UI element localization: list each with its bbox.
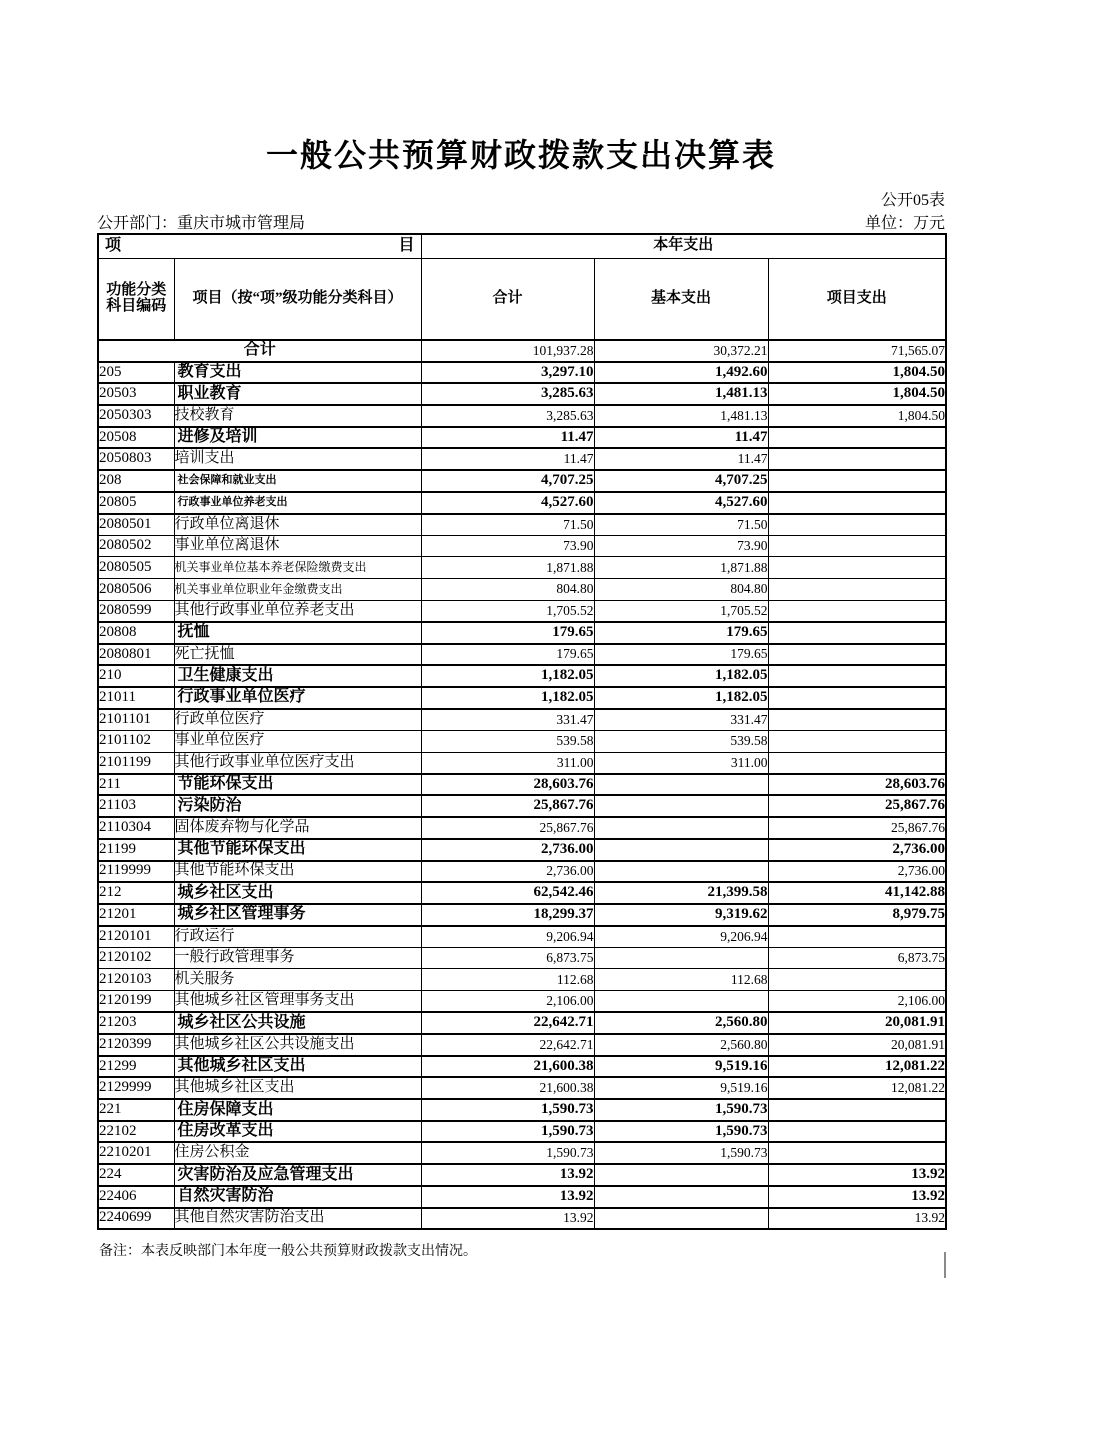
- name-cell: 城乡社区公共设施: [174, 1012, 421, 1034]
- total-cell: 71.50: [421, 514, 594, 536]
- total-cell: 804.80: [421, 579, 594, 601]
- code-cell: 208: [98, 470, 174, 492]
- table-row: [98, 600, 946, 622]
- name-cell: 其他节能环保支出: [174, 839, 421, 861]
- project-cell: [768, 427, 946, 449]
- table-row: [98, 514, 946, 536]
- project-cell: [768, 1121, 946, 1143]
- total-cell: 6,873.75: [421, 947, 594, 969]
- table-row: [98, 492, 946, 514]
- name-cell: 其他城乡社区支出: [174, 1056, 421, 1078]
- name-cell: 节能环保支出: [174, 774, 421, 796]
- total-cell: 1,590.73: [421, 1142, 594, 1164]
- footer-note: 备注：本表反映部门本年度一般公共预算财政拨款支出情况。: [99, 1244, 477, 1259]
- total-cell: 18,299.37: [421, 904, 594, 926]
- project-cell: [768, 752, 946, 774]
- basic-cell: 9,319.62: [594, 904, 768, 926]
- basic-cell: [594, 861, 768, 883]
- header-item-right: 目: [398, 236, 415, 254]
- basic-cell: 73.90: [594, 535, 768, 557]
- scan-artifact-line: [944, 1252, 946, 1278]
- table-row: [98, 1077, 946, 1099]
- table-row: [98, 622, 946, 644]
- code-cell: 21199: [98, 839, 174, 861]
- table-body: [98, 340, 946, 1229]
- total-cell: 21,600.38: [421, 1077, 594, 1099]
- sheet-label: 公开05表: [880, 192, 945, 209]
- project-cell: [768, 557, 946, 579]
- total-cell: 22,642.71: [421, 1034, 594, 1056]
- project-cell: 12,081.22: [768, 1056, 946, 1078]
- project-cell: 8,979.75: [768, 904, 946, 926]
- total-total-cell: 101,937.28: [421, 340, 594, 362]
- total-cell: 11.47: [421, 427, 594, 449]
- code-cell: 22406: [98, 1186, 174, 1208]
- project-cell: [768, 926, 946, 948]
- total-cell: 13.92: [421, 1208, 594, 1230]
- project-cell: 20,081.91: [768, 1034, 946, 1056]
- table-row: [98, 991, 946, 1013]
- code-cell: 2120199: [98, 991, 174, 1013]
- name-cell: 其他自然灾害防治支出: [174, 1208, 421, 1230]
- name-cell: 其他行政事业单位养老支出: [174, 600, 421, 622]
- total-cell: 28,603.76: [421, 774, 594, 796]
- project-cell: 41,142.88: [768, 882, 946, 904]
- code-cell: 21299: [98, 1056, 174, 1078]
- name-cell: 事业单位医疗: [174, 730, 421, 752]
- basic-cell: 71.50: [594, 514, 768, 536]
- total-cell: 331.47: [421, 709, 594, 731]
- project-cell: [768, 687, 946, 709]
- code-cell: 2120103: [98, 969, 174, 991]
- code-cell: 211: [98, 774, 174, 796]
- basic-cell: [594, 991, 768, 1013]
- table-row: [98, 665, 946, 687]
- total-cell: 3,285.63: [421, 405, 594, 427]
- total-cell: 4,527.60: [421, 492, 594, 514]
- header-col-total: 合计: [421, 258, 594, 340]
- project-cell: 13.92: [768, 1186, 946, 1208]
- header-item-left: 项: [105, 236, 122, 254]
- project-cell: [768, 514, 946, 536]
- code-cell: 2080501: [98, 514, 174, 536]
- project-cell: 28,603.76: [768, 774, 946, 796]
- basic-cell: 112.68: [594, 969, 768, 991]
- table-row: [98, 1164, 946, 1186]
- basic-cell: 2,560.80: [594, 1034, 768, 1056]
- total-cell: 1,590.73: [421, 1121, 594, 1143]
- table-row: [98, 1142, 946, 1164]
- basic-cell: 21,399.58: [594, 882, 768, 904]
- table-row: [98, 709, 946, 731]
- table-row: [98, 926, 946, 948]
- project-cell: [768, 622, 946, 644]
- name-cell: 其他行政事业单位医疗支出: [174, 752, 421, 774]
- table-row: [98, 817, 946, 839]
- code-cell: 2080506: [98, 579, 174, 601]
- code-cell: 21203: [98, 1012, 174, 1034]
- project-cell: [768, 969, 946, 991]
- project-cell: 1,804.50: [768, 383, 946, 405]
- table-row: [98, 861, 946, 883]
- name-cell: 行政单位离退休: [174, 514, 421, 536]
- project-cell: 13.92: [768, 1208, 946, 1230]
- header-col-project: 项目支出: [768, 258, 946, 340]
- total-cell: 311.00: [421, 752, 594, 774]
- project-cell: 12,081.22: [768, 1077, 946, 1099]
- total-cell: 2,106.00: [421, 991, 594, 1013]
- project-cell: [768, 709, 946, 731]
- table-row: [98, 839, 946, 861]
- total-cell: 1,182.05: [421, 665, 594, 687]
- basic-cell: 804.80: [594, 579, 768, 601]
- project-cell: 25,867.76: [768, 817, 946, 839]
- basic-cell: 9,206.94: [594, 926, 768, 948]
- name-cell: 机关事业单位职业年金缴费支出: [174, 579, 421, 601]
- code-cell: 2129999: [98, 1077, 174, 1099]
- total-cell: 2,736.00: [421, 861, 594, 883]
- name-cell: 其他节能环保支出: [174, 861, 421, 883]
- name-cell: 技校教育: [174, 405, 421, 427]
- basic-cell: 1,590.73: [594, 1121, 768, 1143]
- code-cell: 20808: [98, 622, 174, 644]
- table-row: [98, 1012, 946, 1034]
- name-cell: 城乡社区管理事务: [174, 904, 421, 926]
- total-cell: 3,297.10: [421, 362, 594, 384]
- code-cell: 2050303: [98, 405, 174, 427]
- name-cell: 机关服务: [174, 969, 421, 991]
- project-cell: [768, 1142, 946, 1164]
- basic-cell: 9,519.16: [594, 1077, 768, 1099]
- basic-cell: 4,527.60: [594, 492, 768, 514]
- header-row-group: [98, 234, 946, 258]
- basic-cell: 331.47: [594, 709, 768, 731]
- project-cell: 2,106.00: [768, 991, 946, 1013]
- basic-cell: 2,560.80: [594, 1012, 768, 1034]
- total-cell: 22,642.71: [421, 1012, 594, 1034]
- table-row: [98, 1099, 946, 1121]
- table-header: [98, 234, 946, 340]
- total-cell: 21,600.38: [421, 1056, 594, 1078]
- unit-label: 单位：万元: [864, 215, 945, 232]
- basic-cell: 4,707.25: [594, 470, 768, 492]
- project-cell: 1,804.50: [768, 405, 946, 427]
- code-cell: 2101199: [98, 752, 174, 774]
- table-row: [98, 752, 946, 774]
- table-row: [98, 557, 946, 579]
- basic-cell: 1,705.52: [594, 600, 768, 622]
- project-cell: [768, 492, 946, 514]
- name-cell: 自然灾害防治: [174, 1186, 421, 1208]
- name-cell: 社会保障和就业支出: [174, 470, 421, 492]
- name-cell: 住房改革支出: [174, 1121, 421, 1143]
- name-cell: 行政运行: [174, 926, 421, 948]
- table-row: [98, 470, 946, 492]
- total-cell: 2,736.00: [421, 839, 594, 861]
- name-cell: 一般行政管理事务: [174, 947, 421, 969]
- code-cell: 2080599: [98, 600, 174, 622]
- table-row: [98, 1208, 946, 1230]
- table-row: [98, 427, 946, 449]
- table-row: [98, 579, 946, 601]
- basic-cell: 9,519.16: [594, 1056, 768, 1078]
- table-row: [98, 1186, 946, 1208]
- header-col-item: 项目（按“项”级功能分类科目）: [174, 258, 421, 340]
- name-cell: 住房公积金: [174, 1142, 421, 1164]
- code-cell: 2240699: [98, 1208, 174, 1230]
- project-cell: [768, 448, 946, 470]
- total-row: [98, 340, 946, 362]
- name-cell: 事业单位离退休: [174, 535, 421, 557]
- basic-cell: 1,590.73: [594, 1142, 768, 1164]
- code-cell: 221: [98, 1099, 174, 1121]
- total-basic-cell: 30,372.21: [594, 340, 768, 362]
- code-cell: 2120102: [98, 947, 174, 969]
- table-row: [98, 1034, 946, 1056]
- total-cell: 1,705.52: [421, 600, 594, 622]
- project-cell: [768, 579, 946, 601]
- code-cell: 2050803: [98, 448, 174, 470]
- total-cell: 3,285.63: [421, 383, 594, 405]
- name-cell: 灾害防治及应急管理支出: [174, 1164, 421, 1186]
- total-cell: 9,206.94: [421, 926, 594, 948]
- name-cell: 进修及培训: [174, 427, 421, 449]
- table-row: [98, 1121, 946, 1143]
- expenditure-table: [97, 233, 947, 1230]
- basic-cell: [594, 795, 768, 817]
- header-year-expense: 本年支出: [421, 234, 946, 258]
- code-cell: 21011: [98, 687, 174, 709]
- table-row: [98, 448, 946, 470]
- basic-cell: 539.58: [594, 730, 768, 752]
- project-cell: 25,867.76: [768, 795, 946, 817]
- code-cell: 2110304: [98, 817, 174, 839]
- total-cell: 4,707.25: [421, 470, 594, 492]
- name-cell: 行政事业单位养老支出: [174, 492, 421, 514]
- page-title: 一般公共预算财政拨款支出决算表: [265, 137, 776, 173]
- code-cell: 21103: [98, 795, 174, 817]
- project-cell: 13.92: [768, 1164, 946, 1186]
- code-cell: 212: [98, 882, 174, 904]
- table-row: [98, 947, 946, 969]
- basic-cell: 11.47: [594, 448, 768, 470]
- basic-cell: [594, 817, 768, 839]
- basic-cell: 1,481.13: [594, 405, 768, 427]
- project-cell: [768, 1099, 946, 1121]
- total-cell: 179.65: [421, 644, 594, 666]
- basic-cell: [594, 1164, 768, 1186]
- table-row: [98, 383, 946, 405]
- code-cell: 20508: [98, 427, 174, 449]
- table-row: [98, 405, 946, 427]
- code-cell: 2120101: [98, 926, 174, 948]
- total-cell: 539.58: [421, 730, 594, 752]
- header-item-group: [98, 234, 421, 258]
- project-cell: [768, 600, 946, 622]
- name-cell: 其他城乡社区公共设施支出: [174, 1034, 421, 1056]
- basic-cell: 179.65: [594, 644, 768, 666]
- basic-cell: [594, 1208, 768, 1230]
- table-row: [98, 687, 946, 709]
- name-cell: 固体废弃物与化学品: [174, 817, 421, 839]
- total-cell: 11.47: [421, 448, 594, 470]
- header-col-code: 功能分类科目编码: [98, 258, 174, 340]
- name-cell: 职业教育: [174, 383, 421, 405]
- total-project-cell: 71,565.07: [768, 340, 946, 362]
- code-cell: 2101101: [98, 709, 174, 731]
- name-cell: 抚恤: [174, 622, 421, 644]
- basic-cell: [594, 774, 768, 796]
- basic-cell: [594, 1186, 768, 1208]
- basic-cell: 1,590.73: [594, 1099, 768, 1121]
- project-cell: [768, 730, 946, 752]
- project-cell: 20,081.91: [768, 1012, 946, 1034]
- header-row-columns: [98, 258, 946, 340]
- code-cell: 2080505: [98, 557, 174, 579]
- table-row: [98, 644, 946, 666]
- code-cell: 20805: [98, 492, 174, 514]
- total-cell: 13.92: [421, 1164, 594, 1186]
- table-row: [98, 1056, 946, 1078]
- project-cell: [768, 535, 946, 557]
- table-row: [98, 362, 946, 384]
- total-cell: 25,867.76: [421, 817, 594, 839]
- table-row: [98, 730, 946, 752]
- table-row: [98, 904, 946, 926]
- total-label-cell: 合计: [98, 340, 421, 362]
- name-cell: 培训支出: [174, 448, 421, 470]
- code-cell: 22102: [98, 1121, 174, 1143]
- name-cell: 卫生健康支出: [174, 665, 421, 687]
- basic-cell: 1,182.05: [594, 687, 768, 709]
- table-row: [98, 535, 946, 557]
- basic-cell: 1,871.88: [594, 557, 768, 579]
- code-cell: 210: [98, 665, 174, 687]
- department-label: 公开部门：重庆市城市管理局: [97, 215, 306, 232]
- basic-cell: [594, 839, 768, 861]
- name-cell: 教育支出: [174, 362, 421, 384]
- name-cell: 机关事业单位基本养老保险缴费支出: [174, 557, 421, 579]
- table-row: [98, 774, 946, 796]
- header-col-basic: 基本支出: [594, 258, 768, 340]
- basic-cell: 1,481.13: [594, 383, 768, 405]
- basic-cell: 179.65: [594, 622, 768, 644]
- name-cell: 住房保障支出: [174, 1099, 421, 1121]
- table-row: [98, 795, 946, 817]
- project-cell: [768, 470, 946, 492]
- total-cell: 13.92: [421, 1186, 594, 1208]
- project-cell: 6,873.75: [768, 947, 946, 969]
- code-cell: 21201: [98, 904, 174, 926]
- project-cell: [768, 644, 946, 666]
- project-cell: 2,736.00: [768, 861, 946, 883]
- table-row: [98, 882, 946, 904]
- total-cell: 1,182.05: [421, 687, 594, 709]
- total-cell: 112.68: [421, 969, 594, 991]
- name-cell: 行政单位医疗: [174, 709, 421, 731]
- name-cell: 其他城乡社区支出: [174, 1077, 421, 1099]
- basic-cell: 11.47: [594, 427, 768, 449]
- code-cell: 2120399: [98, 1034, 174, 1056]
- project-cell: 1,804.50: [768, 362, 946, 384]
- code-cell: 2210201: [98, 1142, 174, 1164]
- code-cell: 205: [98, 362, 174, 384]
- name-cell: 城乡社区支出: [174, 882, 421, 904]
- name-cell: 行政事业单位医疗: [174, 687, 421, 709]
- code-cell: 20503: [98, 383, 174, 405]
- total-cell: 179.65: [421, 622, 594, 644]
- basic-cell: 311.00: [594, 752, 768, 774]
- name-cell: 其他城乡社区管理事务支出: [174, 991, 421, 1013]
- total-cell: 1,871.88: [421, 557, 594, 579]
- total-cell: 73.90: [421, 535, 594, 557]
- name-cell: 污染防治: [174, 795, 421, 817]
- code-cell: 2080502: [98, 535, 174, 557]
- code-cell: 2119999: [98, 861, 174, 883]
- project-cell: [768, 665, 946, 687]
- basic-cell: 1,492.60: [594, 362, 768, 384]
- table-row: [98, 969, 946, 991]
- meta-row: [97, 210, 945, 233]
- total-cell: 25,867.76: [421, 795, 594, 817]
- project-cell: 2,736.00: [768, 839, 946, 861]
- name-cell: 死亡抚恤: [174, 644, 421, 666]
- total-cell: 1,590.73: [421, 1099, 594, 1121]
- total-cell: 62,542.46: [421, 882, 594, 904]
- code-cell: 2080801: [98, 644, 174, 666]
- code-cell: 224: [98, 1164, 174, 1186]
- code-cell: 2101102: [98, 730, 174, 752]
- basic-cell: 1,182.05: [594, 665, 768, 687]
- basic-cell: [594, 947, 768, 969]
